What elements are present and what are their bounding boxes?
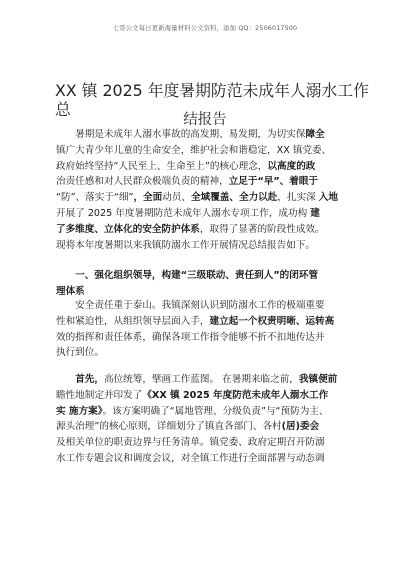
section-heading-1 <box>56 268 356 300</box>
text-line <box>56 419 356 435</box>
document-title-line-2: 总 <box>55 100 71 119</box>
bold-text-run: 入地 <box>318 192 338 204</box>
text-run: 开展了 2025 年度暑期防范未成年人溺水专项工作，成功构 <box>56 207 311 219</box>
text-run: 动员、 <box>162 192 192 204</box>
bold-text-run: 建 <box>310 207 320 219</box>
text-run <box>56 374 75 385</box>
text-run: 高位统筹，擘画工作蓝图。 在暑期来临之前， <box>103 374 299 385</box>
paragraph-intro <box>56 127 356 253</box>
text-line <box>56 314 356 330</box>
text-line <box>56 404 356 420</box>
text-run: 安全责任重于泰山。我镇深刻认识到防溺水工作的极端重要 <box>56 300 325 311</box>
text-run: ，取得了显著的阶段性成效。 <box>199 223 325 235</box>
text-run: “防”、落实于“细” <box>56 192 134 204</box>
text-line <box>56 190 356 206</box>
text-line <box>56 143 356 159</box>
bold-text-run: 理体系 <box>56 285 85 297</box>
bold-text-run: 建立起一个权责明晰、运转高 <box>209 315 335 327</box>
text-line <box>56 435 356 451</box>
text-run: 效的指挥和责任体系 <box>56 331 143 343</box>
paragraph-section-1-intro <box>56 298 356 361</box>
bold-text-run: 实 施方案》 <box>56 405 103 417</box>
bold-text-run: 以高度的政 <box>267 160 316 172</box>
text-run: 现将本年度暑期以来我镇防溺水工作开展情况总结报告如下。 <box>56 239 316 251</box>
text-line <box>56 451 356 467</box>
document-title-line-3: 结报告 <box>183 112 227 128</box>
text-run: 。该方案明确了“属地管理、分级负责”与“预防为主、 <box>102 405 329 417</box>
bold-text-run: 我镇便前 <box>298 374 338 385</box>
bold-text-run: 立足于“早”、着眼于 <box>228 176 319 188</box>
bold-text-run: 一、强化组织领导，构建“三级联动、责任到人”的闭环管 <box>56 270 319 281</box>
text-line <box>56 330 356 346</box>
text-run: 源头治理”的核心原则，详细划分了镇直各部门、各村 <box>56 421 282 433</box>
text-line <box>56 174 356 190</box>
text-line <box>56 159 356 175</box>
text-line <box>56 238 356 254</box>
document-title-line-1: XX 镇 2025 年度暑期防范未成年人溺水工作 <box>55 81 369 100</box>
header-note: 七哥公文每日更新海量材料公文资料，添加 QQ：2506017500 <box>112 25 298 32</box>
text-run: 瞻性地制定并印发了 <box>56 389 143 401</box>
text-run: ，确保各项工作指令能够不折不扣地传达并 <box>142 331 325 343</box>
text-line <box>56 388 356 404</box>
text-run: 性和紧迫性，从组织领导层面入手， <box>56 315 210 327</box>
bold-text-run: (居)委会 <box>281 421 320 433</box>
text-run: 执行到位。 <box>56 347 104 359</box>
text-run: 治责任感和对人民群众极端负责的精神， <box>56 176 229 188</box>
text-run: 及相关单位的职责边界与任务清单。镇党委、政府定期召开防溺 <box>56 437 325 449</box>
bold-text-run: 了多维度、立体化的安全防护体系 <box>56 223 200 235</box>
text-line <box>56 222 356 238</box>
bold-text-run: 全域覆盖、全力以赴 <box>191 192 278 204</box>
text-line <box>56 298 356 314</box>
bold-text-run: 《XX 镇 2025 年度防范未成年人溺水工作 <box>142 389 329 401</box>
paragraph-section-1-first <box>56 372 356 467</box>
bold-text-run: ，全面 <box>133 192 163 204</box>
text-run: ，扎实深 <box>277 192 319 204</box>
bold-text-run: 首先， <box>75 374 104 385</box>
text-line <box>56 268 356 284</box>
text-line <box>56 127 356 143</box>
text-line <box>56 372 356 388</box>
text-run: 水工作专题会议和调度会议，对全镇工作进行全面部署与动态调 <box>56 452 325 464</box>
text-run: 镇广大青少年儿童的生命安全，维护社会和谐稳定，XX 镇党委、 <box>56 144 332 156</box>
text-line <box>56 206 356 222</box>
text-line <box>56 345 356 361</box>
bold-text-run: 障全 <box>305 129 325 140</box>
text-run: 政府始终坚持“人民至上、生命至上”的核心理念， <box>56 160 268 172</box>
text-run: 暑期是未成年人溺水事故的高发期、易发期，为切实保 <box>56 129 306 140</box>
